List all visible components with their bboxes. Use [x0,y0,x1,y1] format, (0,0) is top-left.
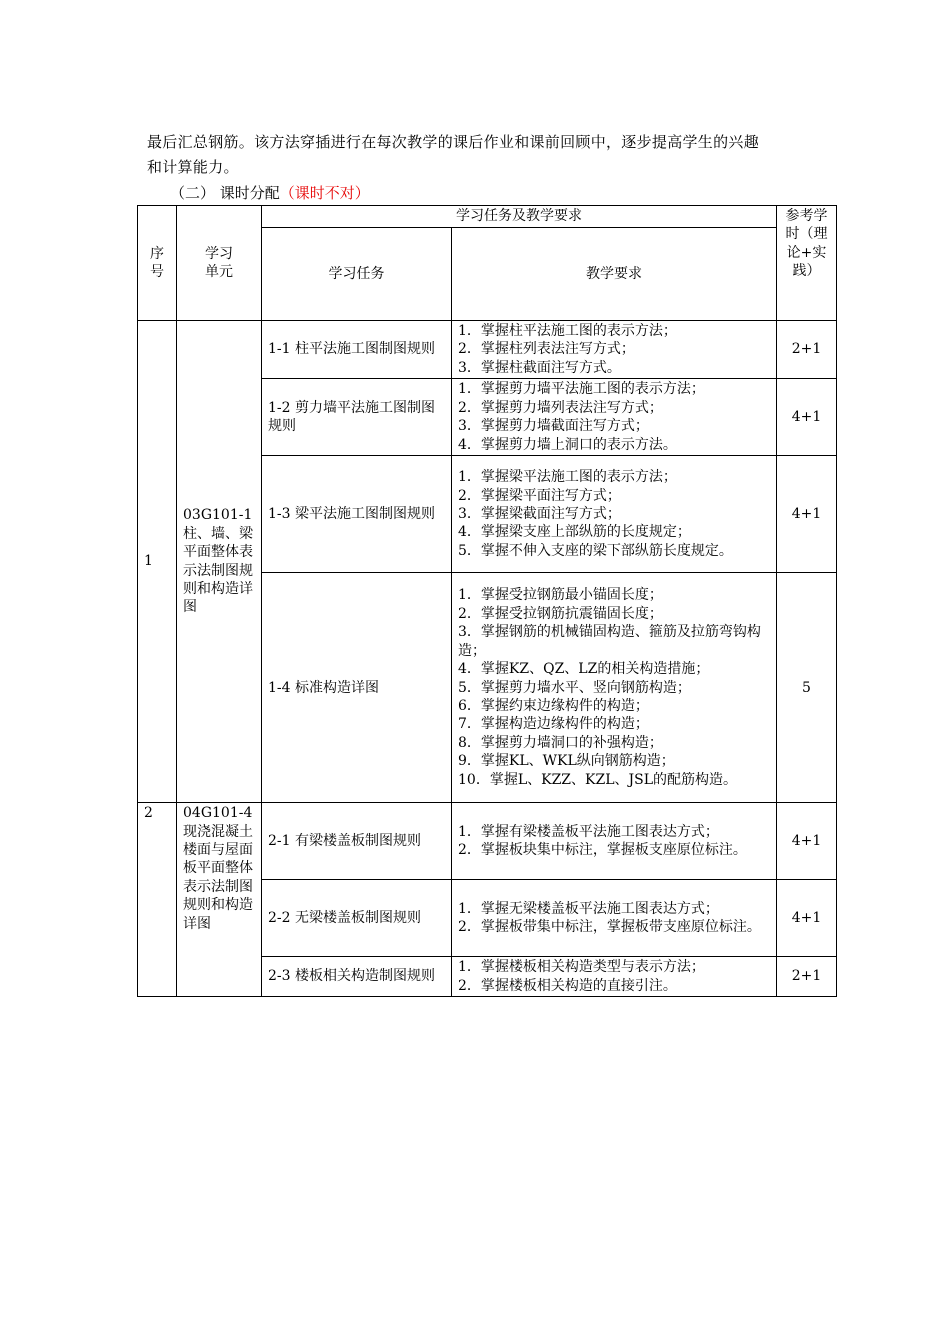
task-cell: 1-3 梁平法施工图制图规则 [262,456,452,573]
section-note: （课时不对） [279,184,370,202]
header-no: 序号 [138,206,177,321]
paragraph-line-1: 最后汇总钢筋。该方法穿插进行在每次教学的课后作业和课前回顾中，逐步提高学生的兴趣 [147,133,760,151]
section-heading [170,183,370,203]
paragraph-line-2: 和计算能力。 [147,158,239,176]
schedule-table [137,205,837,997]
unit-no: 2 [138,803,177,997]
task-cell: 1-2 剪力墙平法施工图制图规则 [262,379,452,456]
table-row [138,803,837,880]
unit-no: 1 [138,321,177,803]
section-title: （二） 课时分配 [170,184,280,202]
header-row-1 [138,206,837,228]
unit-name: 04G101-4现浇混凝土楼面与屋面板平面整体表示法制图规则和构造详图 [177,803,262,997]
hours-cell: 4+1 [777,379,837,456]
task-cell: 1-1 柱平法施工图制图规则 [262,321,452,379]
req-cell: 1．掌握剪力墙平法施工图的表示方法； 2．掌握剪力墙列表法注写方式； 3．掌握剪力墙截面注写方式； 4．掌握剪力墙上洞口的表示方法。 [452,379,777,456]
header-unit: 学习单元 [177,206,262,321]
hours-cell: 4+1 [777,803,837,880]
task-cell: 2-2 无梁楼盖板制图规则 [262,880,452,957]
header-task: 学习任务 [262,228,452,321]
task-cell: 2-3 楼板相关构造制图规则 [262,957,452,997]
hours-cell: 5 [777,573,837,803]
hours-cell: 4+1 [777,456,837,573]
req-cell: 1．掌握有梁楼盖板平法施工图表达方式； 2．掌握板块集中标注，掌握板支座原位标注。 [452,803,777,880]
hours-cell: 2+1 [777,957,837,997]
task-cell: 1-4 标准构造详图 [262,573,452,803]
header-req: 教学要求 [452,228,777,321]
task-cell: 2-1 有梁楼盖板制图规则 [262,803,452,880]
req-cell: 1．掌握受拉钢筋最小锚固长度； 2．掌握受拉钢筋抗震锚固长度； 3．掌握钢筋的机械锚固构造、箍筋及拉筋弯钩构造； 4．掌握KZ、QZ、LZ的相关构造措施； 5．掌握剪力墙水平、竖向钢筋构造； 6．掌握约束边缘构件的构造； 7．掌握构造边缘构件的构造； 8．掌握剪力墙洞口的补强构造； 9．掌握KL、WKL纵向钢筋构造； 10．掌握L、KZZ、KZL、JSL的配筋构造。 [452,573,777,803]
table-row [138,321,837,379]
unit-name: 03G101-1柱、墙、梁平面整体表示法制图规则和构造详图 [177,321,262,803]
intro-paragraph [147,130,837,180]
req-cell: 1．掌握柱平法施工图的表示方法； 2．掌握柱列表法注写方式； 3．掌握柱截面注写方式。 [452,321,777,379]
req-cell: 1．掌握楼板相关构造类型与表示方法； 2．掌握楼板相关构造的直接引注。 [452,957,777,997]
req-cell: 1．掌握梁平法施工图的表示方法； 2．掌握梁平面注写方式； 3．掌握梁截面注写方式； 4．掌握梁支座上部纵筋的长度规定； 5．掌握不伸入支座的梁下部纵筋长度规定。 [452,456,777,573]
header-hours: 参考学时（理论+实践） [777,206,837,321]
req-cell: 1．掌握无梁楼盖板平法施工图表达方式； 2．掌握板带集中标注，掌握板带支座原位标注。 [452,880,777,957]
hours-cell: 4+1 [777,880,837,957]
header-group: 学习任务及教学要求 [262,206,777,228]
hours-cell: 2+1 [777,321,837,379]
